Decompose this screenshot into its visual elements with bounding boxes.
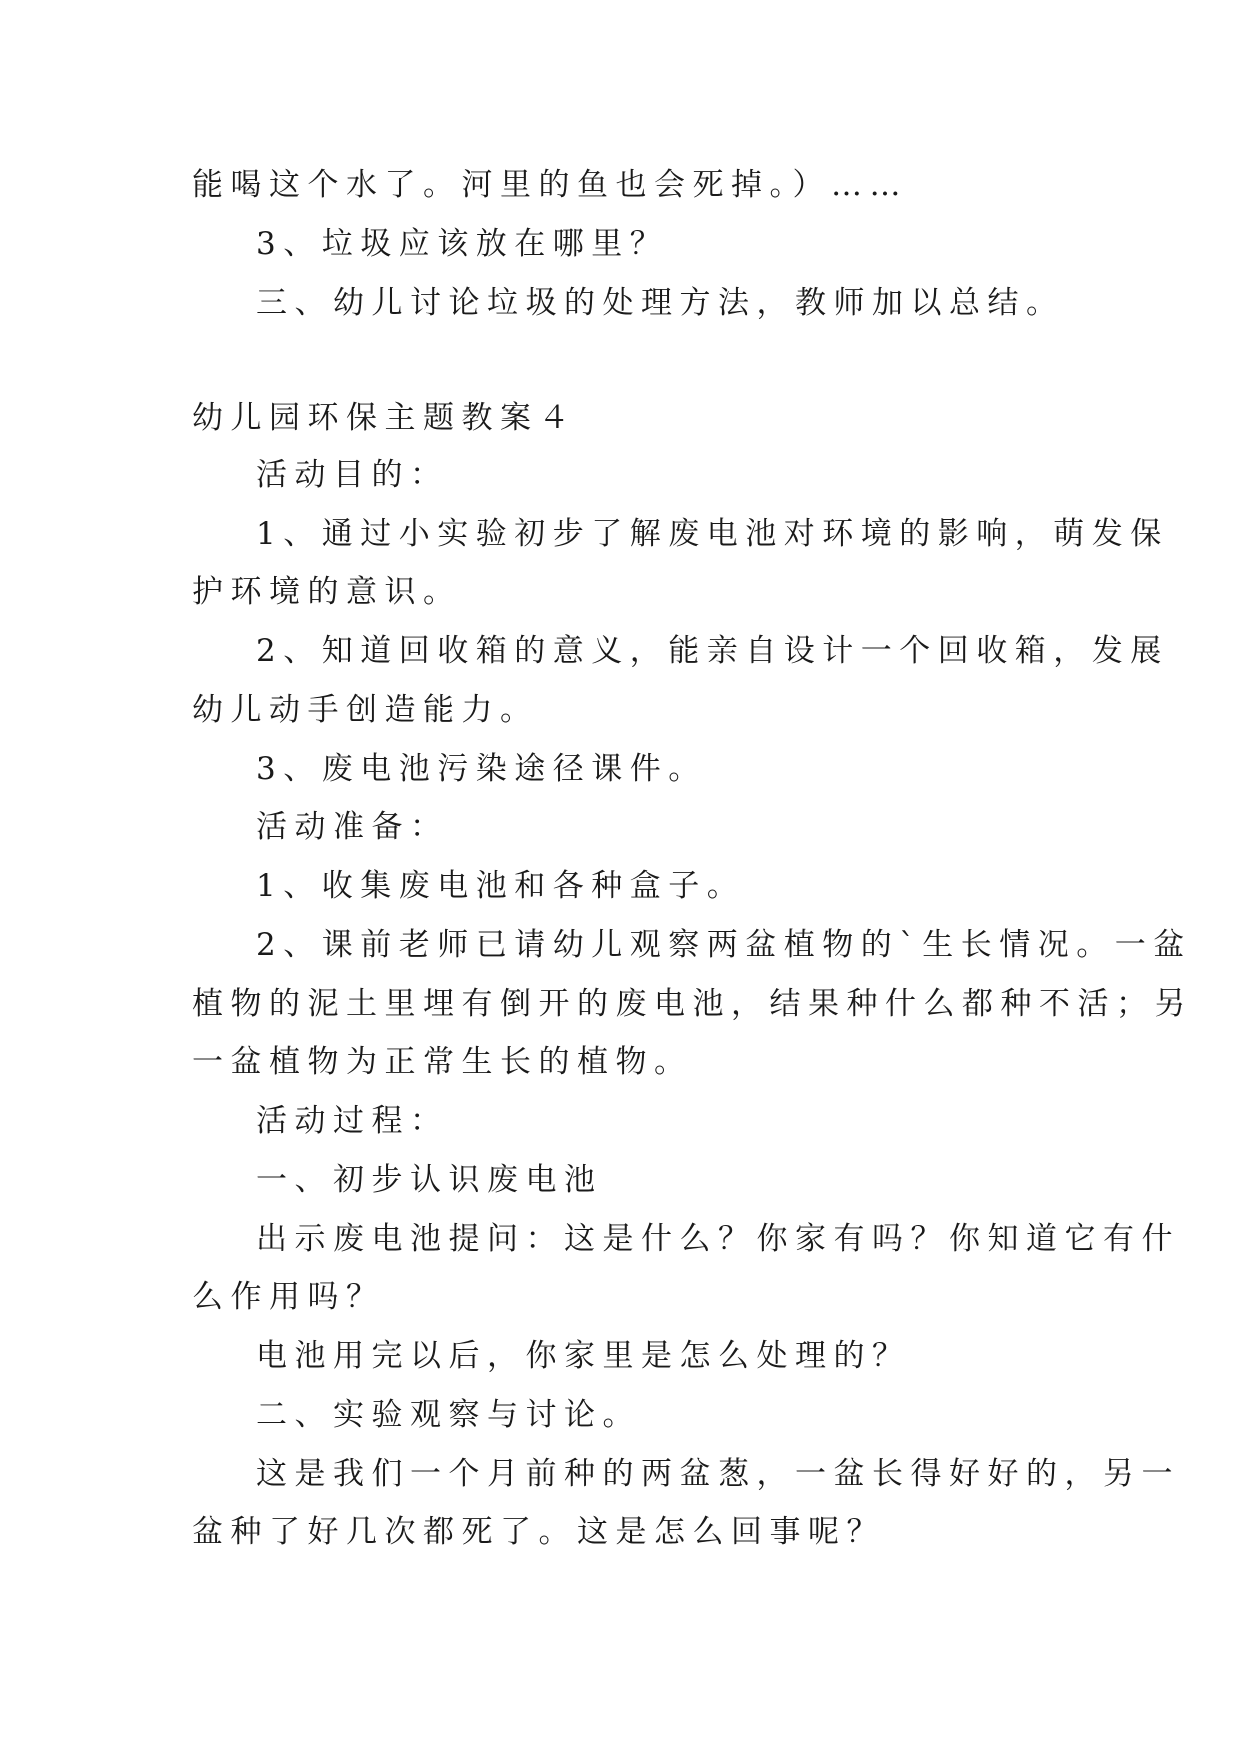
text-line: 活动过程： [256, 1103, 449, 1139]
text-line: 盆种了好几次都死了。这是怎么回事呢？ [192, 1514, 885, 1550]
text-line: 电池用完以后，你家里是怎么处理的？ [256, 1338, 911, 1374]
text-line: 能喝这个水了。河里的鱼也会死掉。）…… [192, 167, 908, 203]
text-line: 活动准备： [256, 809, 449, 845]
section-heading: 幼儿园环保主题教案４ [192, 400, 577, 436]
text-line: 三、幼儿讨论垃圾的处理方法，教师加以总结。 [256, 285, 1065, 321]
text-line: 这是我们一个月前种的两盆葱，一盆长得好好的，另一 [256, 1456, 1180, 1492]
text-line: 3、垃圾应该放在哪里？ [256, 226, 669, 262]
text-line: 活动目的： [256, 457, 449, 493]
text-line: 2、课前老师已请幼儿观察两盆植物的`生长情况。一盆 [256, 927, 1192, 963]
text-line: 2、知道回收箱的意义，能亲自设计一个回收箱，发展 [256, 633, 1169, 669]
text-line: 1、通过小实验初步了解废电池对环境的影响，萌发保 [256, 516, 1169, 552]
text-line: 么作用吗？ [192, 1279, 385, 1315]
text-line: 二、实验观察与讨论。 [256, 1397, 641, 1433]
text-line: 一、初步认识废电池 [256, 1162, 603, 1198]
text-line: 一盆植物为正常生长的植物。 [192, 1044, 693, 1080]
text-line: 1、收集废电池和各种盒子。 [256, 868, 746, 904]
text-line: 植物的泥土里埋有倒开的废电池，结果种什么都种不活；另 [192, 986, 1193, 1022]
text-line: 3、废电池污染途径课件。 [256, 751, 707, 787]
text-line: 出示废电池提问：这是什么？你家有吗？你知道它有什 [256, 1221, 1180, 1257]
text-line: 幼儿动手创造能力。 [192, 692, 539, 728]
text-line: 护环境的意识。 [192, 574, 462, 610]
